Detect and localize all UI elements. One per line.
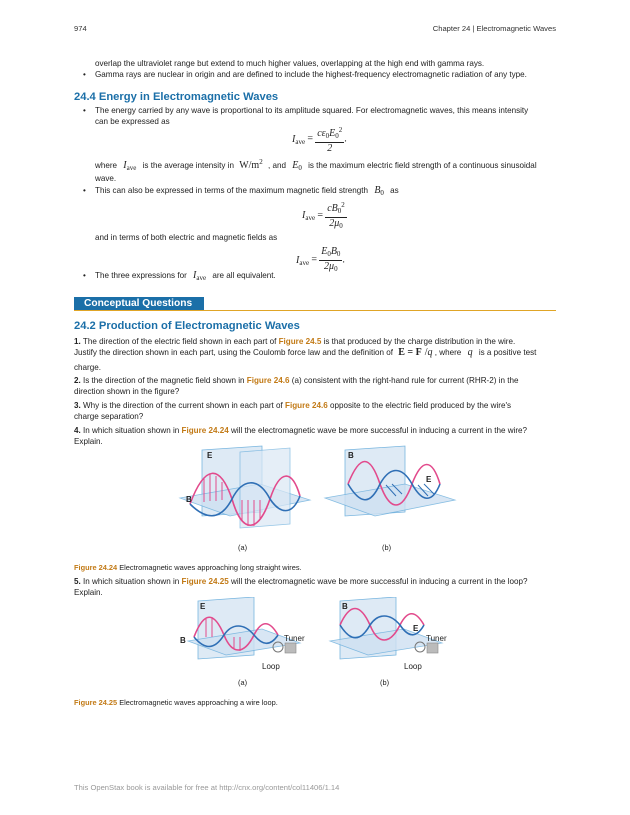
section-title-24-4: 24.4 Energy in Electromagnetic Waves <box>74 91 279 103</box>
fig-24-25-b-loop-label: Loop <box>404 662 422 671</box>
equation-intensity-e: $I_{ave}$ = $\frac{c\varepsilon_0E_0^2}{2}$ . <box>292 126 347 154</box>
page-number: 974 <box>74 24 87 33</box>
fig-24-25-a-label: (a) <box>238 678 248 687</box>
energy-bullet-line1: • The energy carried by any wave is proportional to its amplitude squared. For electromagnetic waves, this means intensity <box>95 105 528 117</box>
fig-24-24-a-label: (a) <box>238 543 248 552</box>
fig-24-24-a-b-label: B <box>186 495 192 504</box>
fig-24-25-b-tuner-label: Tuner <box>426 634 447 643</box>
intro-continuation: overlap the ultraviolet range but extend to much higher values, overlapping at the high end with gamma rays. <box>95 59 485 68</box>
three-expressions-bullet: • The three expressions for $I_{ave}$ are all equivalent. <box>95 270 276 285</box>
question-2-line1: 2. Is the direction of the magnetic field shown in Figure 24.6 (a) consistent with the right-hand rule for current (RHR-2) in the <box>74 376 519 385</box>
fig-24-24-a-e-label: E <box>207 451 213 460</box>
fig-24-25-b-b-label: B <box>342 602 348 611</box>
footer-attribution: This OpenStax book is available for free at http://cnx.org/content/col11406/1.14 <box>74 783 340 792</box>
where-line: where $I_{ave}$ is the average intensity in $W/m^2$ , and $E_0$ is the maximum electric field strength of a continuous sinusoidal <box>95 158 537 172</box>
question-1-line1: 1. The direction of the electric field shown in each part of Figure 24.5 is that produced by the charge distribution in the wire. <box>74 337 516 346</box>
question-5-line1: 5. In which situation shown in Figure 24.25 will the electromagnetic wave be more successful in inducing a current in the loop? <box>74 577 528 586</box>
fig-24-25-a-e-label: E <box>200 602 206 611</box>
band-rule <box>74 310 556 311</box>
figure-24-24-caption: Figure 24.24 Electromagnetic waves approaching long straight wires. <box>74 563 302 572</box>
figure-24-24-panel-b <box>325 446 455 538</box>
figure-24-6-link[interactable]: Figure 24.6 <box>246 376 290 385</box>
figure-24-25-diagram <box>170 597 460 677</box>
energy-bullet-line2: can be expressed as <box>95 117 170 126</box>
fig-24-25-b-e-label: E <box>413 624 419 633</box>
intro-gamma-bullet: • Gamma rays are nuclear in origin and are defined to include the highest-frequency electromagnetic radiation of any type. <box>95 69 527 81</box>
chapter-header: Chapter 24 | Electromagnetic Waves <box>432 24 556 33</box>
figure-24-25-link[interactable]: Figure 24.25 <box>181 577 229 586</box>
figure-24-24-diagram <box>170 444 460 554</box>
where-wave: wave. <box>95 174 117 183</box>
magnetic-bullet: • This can also be expressed in terms of the maximum magnetic field strength $B_0$ as <box>95 185 399 200</box>
question-4-line1: 4. In which situation shown in Figure 24.24 will the electromagnetic wave be more successful in inducing a current in the wire? <box>74 426 528 435</box>
fig-24-25-a-tuner-label: Tuner <box>284 634 305 643</box>
figure-24-25-panel-b <box>330 597 447 671</box>
figure-24-25-panel-a <box>180 597 305 671</box>
figure-24-24-panel-a <box>180 446 310 540</box>
question-1-line3: charge. <box>74 363 101 372</box>
question-3-line1: 3. Why is the direction of the current shown in each part of Figure 24.6 opposite to the electric field produced by the wire's <box>74 401 512 410</box>
conceptual-questions-band: Conceptual Questions <box>74 297 204 311</box>
fig-24-25-b-label: (b) <box>380 678 390 687</box>
fig-24-24-b-e-label: E <box>426 475 432 484</box>
question-2-line2: direction shown in the figure? <box>74 387 180 396</box>
fig-24-24-b-label: (b) <box>382 543 392 552</box>
figure-24-5-link[interactable]: Figure 24.5 <box>278 337 322 346</box>
figure-24-6-link-2[interactable]: Figure 24.6 <box>285 401 328 410</box>
fig-24-25-a-loop-label: Loop <box>262 662 280 671</box>
question-5-line2: Explain. <box>74 588 103 597</box>
fig-24-24-b-b-label: B <box>348 451 354 460</box>
question-3-line2: charge separation? <box>74 412 144 421</box>
figure-24-25-caption: Figure 24.25 Electromagnetic waves approaching a wire loop. <box>74 698 278 707</box>
question-4-line2: Explain. <box>74 437 103 446</box>
both-fields-line: and in terms of both electric and magnetic fields as <box>95 233 278 242</box>
fig-24-25-a-b-label: B <box>180 636 186 645</box>
equation-intensity-b: $I_{ave}$ = $\frac{cB_0^2}{2\mu_0}$ <box>302 201 345 230</box>
section-title-24-2: 24.2 Production of Electromagnetic Waves <box>74 320 300 332</box>
equation-intensity-eb: $I_{ave}$ = $\frac{E_0B_0}{2\mu_0}$ . <box>296 246 345 273</box>
figure-24-24-link[interactable]: Figure 24.24 <box>181 426 229 435</box>
question-1-line2: Justify the direction shown in each part, using the Coulomb force law and the definition of E = F /q , where q is a positive test <box>74 347 537 358</box>
